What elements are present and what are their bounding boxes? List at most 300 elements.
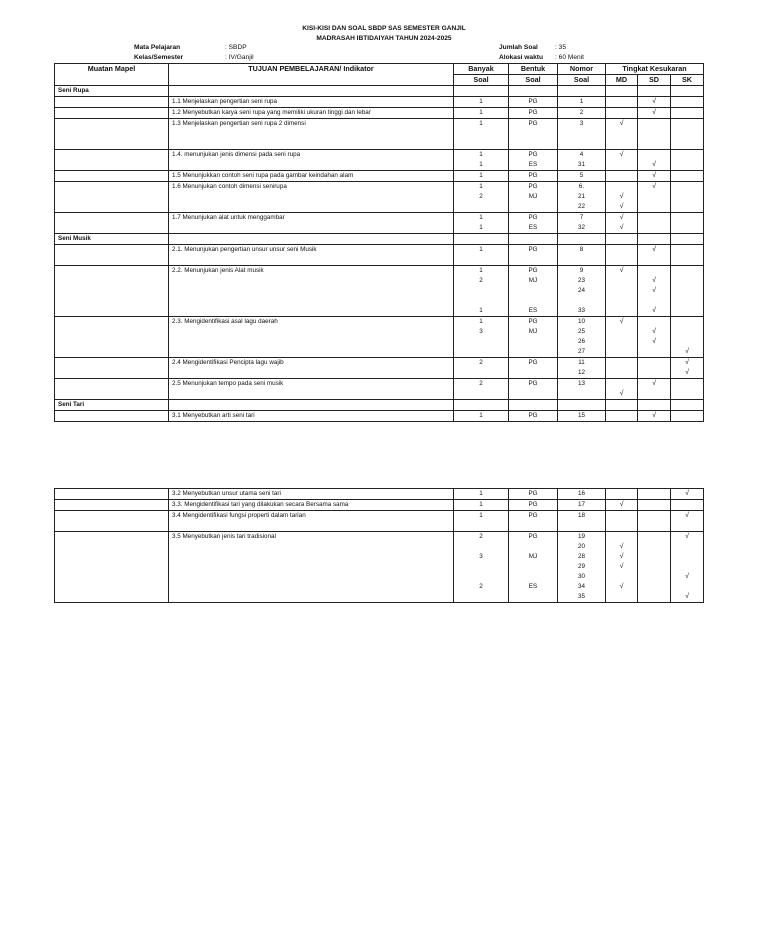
sd-cell [638,379,671,400]
nomor-soal-value [561,129,602,139]
sd-cell [638,182,671,213]
nomor-soal-value: 12 [577,369,585,376]
sk-value [674,286,700,296]
md-value [609,592,634,602]
empty-cell [454,86,509,97]
sk-value [674,276,700,286]
empty-cell [509,86,558,97]
banyak-soal-value: 2 [479,533,483,540]
nomor-soal-value: 34 [577,583,585,590]
section-row [55,86,704,97]
bentuk-soal-cell [509,379,558,400]
sk-cell [671,119,704,150]
bentuk-soal-value: PG [528,109,538,116]
section-label: Seni Musik [55,234,169,245]
sd-value: √ [652,172,656,179]
sd-cell [638,119,671,150]
empty-cell [638,234,671,245]
bentuk-soal-cell [509,213,558,234]
bentuk-soal-value: MJ [528,328,538,335]
md-value [609,129,634,139]
banyak-soal-value [457,521,505,531]
nomor-soal-value: 7 [579,214,584,221]
bentuk-soal-cell [509,150,558,171]
nomor-soal-value: 28 [577,553,585,560]
md-value [609,511,634,521]
banyak-soal-value [457,542,505,552]
table-row [55,171,704,182]
md-value [609,255,634,265]
sd-value: √ [652,412,656,419]
sd-cell [638,500,671,511]
md-cell [606,108,638,119]
banyak-soal-cell [454,108,509,119]
sd-value [641,296,667,306]
col-header-nomor: Nomor [558,64,606,75]
bentuk-soal-cell [509,266,558,317]
nomor-soal-value: 31 [577,161,585,168]
empty-cell [606,400,638,411]
md-cell [606,213,638,234]
bentuk-soal-cell [509,182,558,213]
table-row [55,266,704,317]
bentuk-soal-value: ES [528,307,538,314]
col-header-muatan: Muatan Mapel [55,64,169,86]
sd-value [641,562,667,572]
indicator-cell: 1.4. menunjukan jenis dimensi pada seni rupa [169,150,454,171]
banyak-soal-value [457,347,505,357]
bentuk-soal-value: PG [528,412,538,419]
table-row [55,150,704,171]
sk-value [674,337,700,347]
md-cell [606,171,638,182]
nomor-soal-cell [558,213,606,234]
banyak-soal-cell [454,379,509,400]
bentuk-soal-value: PG [528,267,538,274]
nomor-soal-cell [558,511,606,532]
banyak-soal-value [457,592,505,602]
nomor-soal-value: 19 [577,533,585,540]
md-value: √ [619,193,624,200]
sk-value [674,306,700,316]
empty-cell [638,86,671,97]
bentuk-soal-cell [509,500,558,511]
sd-value [641,266,667,276]
sk-cell [671,213,704,234]
sk-value: √ [685,573,689,580]
md-value: √ [619,543,624,550]
empty-cell [454,234,509,245]
sd-cell [638,532,671,603]
class-label: Kelas/Semester [134,54,184,61]
md-value [609,108,634,118]
sk-value: √ [685,359,689,366]
banyak-soal-value: 1 [479,98,483,105]
sk-cell [671,317,704,358]
nomor-soal-value: 2 [579,109,584,116]
bentuk-soal-cell [509,411,558,422]
bentuk-soal-cell [509,245,558,266]
md-value [609,182,634,192]
sk-value [674,266,700,276]
banyak-soal-cell [454,97,509,108]
sk-value: √ [685,348,689,355]
nomor-soal-cell [558,182,606,213]
indicator-cell: 2.2. Menunjukan jenis Alat musik [169,266,454,317]
time-allocation-label: Alokasi waktu [499,54,543,61]
question-count-label: Jumlah Soal [499,44,538,51]
md-cell [606,266,638,317]
sk-cell [671,379,704,400]
md-cell [606,511,638,532]
md-cell [606,182,638,213]
section-row [55,234,704,245]
nomor-soal-value: 13 [577,380,585,387]
nomor-soal-value: 18 [577,512,585,519]
banyak-soal-value: 2 [479,583,483,590]
bentuk-soal-value [512,296,554,306]
sk-value [674,192,700,202]
bentuk-soal-value: PG [528,172,538,179]
bentuk-soal-cell [509,119,558,150]
banyak-soal-cell [454,171,509,182]
bentuk-soal-value [512,139,554,149]
bentuk-soal-value: PG [528,120,538,127]
question-count-value: : 35 [555,44,566,51]
nomor-soal-value: 11 [578,359,585,366]
sk-cell [671,489,704,500]
banyak-soal-cell [454,511,509,532]
banyak-soal-value: 2 [479,193,483,200]
banyak-soal-cell [454,245,509,266]
banyak-soal-value: 2 [479,277,483,284]
muatan-cell [55,119,169,150]
bentuk-soal-value: PG [528,151,538,158]
table-row [55,500,704,511]
banyak-soal-value: 1 [479,267,483,274]
sk-cell [671,411,704,422]
banyak-soal-value [457,202,505,212]
bentuk-soal-value: PG [528,501,538,508]
bentuk-soal-value: PG [528,214,538,221]
bentuk-soal-value [512,562,554,572]
col-header-tingkat: Tingkat Kesukaran [606,64,704,75]
banyak-soal-value: 1 [479,161,483,168]
sk-cell [671,171,704,182]
sk-value [674,160,700,170]
banyak-soal-value: 3 [479,328,483,335]
indicator-cell: 2.5 Menunjukan tempo pada seni musik [169,379,454,400]
banyak-soal-cell [454,150,509,171]
empty-cell [558,234,606,245]
col-header-banyak: Banyak [454,64,509,75]
table-row [55,97,704,108]
time-allocation-value: : 60 Menit [555,54,584,61]
md-value [609,171,634,181]
sd-cell [638,317,671,358]
muatan-cell [55,511,169,532]
section-label: Seni Rupa [55,86,169,97]
banyak-soal-value: 1 [479,318,483,325]
sk-value: √ [685,490,689,497]
md-value [609,276,634,286]
banyak-soal-value: 1 [479,501,483,508]
nomor-soal-value: 16 [577,490,585,497]
md-cell [606,379,638,400]
sk-value [674,562,700,572]
banyak-soal-value [457,286,505,296]
bentuk-soal-value [512,521,554,531]
banyak-soal-cell [454,500,509,511]
banyak-soal-value: 1 [479,109,483,116]
muatan-cell [55,182,169,213]
sk-value [674,139,700,149]
sd-cell [638,97,671,108]
nomor-soal-cell [558,411,606,422]
indicator-cell: 2.3. Mengidentifikasi asal lagu daerah [169,317,454,358]
sk-value [674,213,700,223]
table-row [55,511,704,532]
nomor-soal-value: 33 [577,307,585,314]
sd-value [641,129,667,139]
sk-cell [671,97,704,108]
nomor-soal-cell [558,97,606,108]
section-label: Seni Tari [55,400,169,411]
sd-value: √ [652,380,656,387]
banyak-soal-value: 1 [479,412,483,419]
md-cell [606,119,638,150]
nomor-soal-value: 10 [577,318,585,325]
nomor-soal-value: 6. [578,183,585,190]
grid-table-continued [54,488,704,603]
empty-cell [169,400,454,411]
empty-cell [671,86,704,97]
sd-value: √ [652,109,656,116]
sd-cell [638,489,671,500]
nomor-soal-value: 15 [577,412,585,419]
md-value: √ [619,390,624,397]
empty-cell [671,234,704,245]
col-header-sd: SD [638,75,671,86]
sd-cell [638,213,671,234]
indicator-cell: 3.3. Mengidentifikasi tari yang dilakukan secara Bersama sama [169,500,454,511]
indicator-cell: 3.2 Menyebutkan unsur utama seni tari [169,489,454,500]
md-value [609,296,634,306]
bentuk-soal-value: MJ [528,277,538,284]
bentuk-soal-cell [509,358,558,379]
indicator-cell: 3.5 Menyebutkan jenis tari tradisional [169,532,454,603]
sk-cell [671,358,704,379]
bentuk-soal-value: PG [528,98,538,105]
sk-value [674,582,700,592]
table-row [55,532,704,603]
sd-value [641,489,667,499]
indicator-cell: 3.4 Mengidentifikasi fungsi properti dalam tarian [169,511,454,532]
banyak-soal-value: 1 [479,512,483,519]
sk-value [674,327,700,337]
nomor-soal-value [561,521,602,531]
bentuk-soal-value: ES [528,224,538,231]
md-cell [606,97,638,108]
empty-cell [454,400,509,411]
muatan-cell [55,108,169,119]
banyak-soal-value: 1 [479,151,483,158]
muatan-cell [55,358,169,379]
sd-cell [638,511,671,532]
banyak-soal-value: 3 [479,553,483,560]
nomor-soal-cell [558,317,606,358]
sd-cell [638,108,671,119]
sd-value [641,223,667,233]
bentuk-soal-value [512,255,554,265]
sd-value [641,119,667,129]
sk-value: √ [685,533,689,540]
col-header-md: MD [606,75,638,86]
banyak-soal-value: 1 [479,183,483,190]
banyak-soal-value [457,255,505,265]
md-cell [606,358,638,379]
md-value: √ [619,267,624,274]
md-value [609,97,634,107]
sd-value [641,347,667,357]
banyak-soal-cell [454,358,509,379]
sk-value [674,379,700,389]
md-value [609,245,634,255]
sk-cell [671,532,704,603]
bentuk-soal-value: PG [528,512,538,519]
sk-value [674,255,700,265]
sk-value [674,202,700,212]
banyak-soal-cell [454,532,509,603]
muatan-cell [55,532,169,603]
nomor-soal-value: 32 [577,224,585,231]
bentuk-soal-cell [509,511,558,532]
banyak-soal-cell [454,317,509,358]
table-row [55,358,704,379]
sd-cell [638,411,671,422]
bentuk-soal-cell [509,171,558,182]
empty-cell [558,86,606,97]
nomor-soal-cell [558,266,606,317]
bentuk-soal-value: ES [528,161,538,168]
nomor-soal-value: 17 [577,501,585,508]
banyak-soal-value: 1 [479,224,483,231]
nomor-soal-value: 5 [579,172,584,179]
sk-value [674,171,700,181]
subject-value: : SBDP [225,44,247,51]
md-value [609,358,634,368]
bentuk-soal-value [512,592,554,602]
md-value [609,572,634,582]
nomor-soal-cell [558,108,606,119]
bentuk-soal-cell [509,317,558,358]
md-value [609,411,634,421]
nomor-soal-cell [558,358,606,379]
sd-value [641,317,667,327]
banyak-soal-value: 1 [479,307,483,314]
md-cell [606,245,638,266]
md-value: √ [619,501,624,508]
bentuk-soal-value [512,286,554,296]
bentuk-soal-value: PG [528,359,538,366]
nomor-soal-cell [558,532,606,603]
bentuk-soal-value: PG [528,246,538,253]
sd-value: √ [652,277,656,284]
banyak-soal-value: 2 [479,359,483,366]
col-header-tujuan: TUJUAN PEMBELAJARAN/ Indikator [169,64,454,86]
table-row [55,213,704,234]
nomor-soal-cell [558,379,606,400]
sk-value [674,552,700,562]
banyak-soal-value [457,389,505,399]
nomor-soal-cell [558,489,606,500]
bentuk-soal-value [512,389,554,399]
col-header-nomor-soal: Soal [558,75,606,86]
banyak-soal-cell [454,119,509,150]
sk-value [674,521,700,531]
sk-value [674,182,700,192]
sd-value: √ [652,328,656,335]
banyak-soal-value: 2 [479,380,483,387]
nomor-soal-value: 22 [577,203,585,210]
nomor-soal-value: 20 [577,543,585,550]
sk-value [674,296,700,306]
nomor-soal-value [561,139,602,149]
sd-value [641,213,667,223]
subject-label: Mata Pelajaran [134,44,181,51]
nomor-soal-value: 24 [577,287,585,294]
muatan-cell [55,213,169,234]
md-value: √ [619,224,624,231]
sd-value [641,582,667,592]
sd-value: √ [652,98,656,105]
document-title-line-2: MADRASAH IBTIDAIYAH TAHUN 2024-2025 [316,35,452,42]
banyak-soal-value: 1 [479,120,483,127]
sd-value [641,255,667,265]
md-value: √ [619,203,624,210]
sk-value [674,119,700,129]
sk-value [674,129,700,139]
nomor-soal-value: 27 [577,348,585,355]
sk-cell [671,266,704,317]
bentuk-soal-value: PG [528,380,538,387]
sd-value [641,368,667,378]
md-cell [606,500,638,511]
sk-value [674,150,700,160]
banyak-soal-cell [454,213,509,234]
md-value [609,160,634,170]
nomor-soal-value: 1 [579,98,584,105]
bentuk-soal-value: MJ [528,193,538,200]
sk-value [674,108,700,118]
sd-value [641,358,667,368]
indicator-cell: 1.7 Menunjukan alat untuk menggambar [169,213,454,234]
indicator-cell: 1.1 Menjelaskan pengertian seni rupa [169,97,454,108]
sd-cell [638,358,671,379]
empty-cell [558,400,606,411]
nomor-soal-value: 21 [577,193,585,200]
nomor-soal-value [561,389,602,399]
section-row [55,400,704,411]
col-header-bentuk: Bentuk [509,64,558,75]
nomor-soal-value [561,255,602,265]
sk-value: √ [685,512,689,519]
empty-cell [606,234,638,245]
banyak-soal-value [457,129,505,139]
muatan-cell [55,245,169,266]
muatan-cell [55,489,169,500]
md-value [609,489,634,499]
